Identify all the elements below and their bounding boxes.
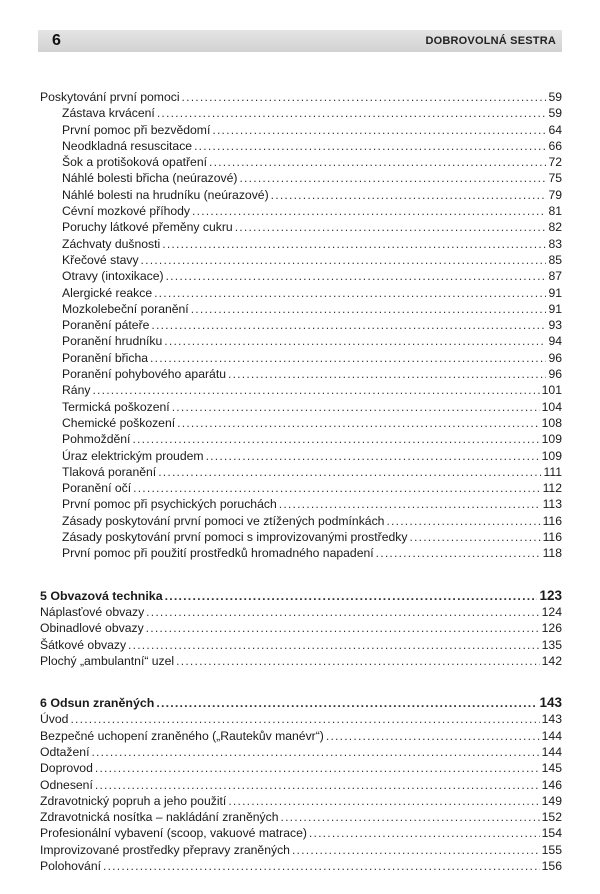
toc-entry[interactable] [40,744,562,760]
dot-leader [92,382,539,398]
toc-entry[interactable] [40,448,562,464]
dot-leader [191,301,547,317]
toc-entry-page: 112 [542,481,562,496]
dot-leader [386,513,540,529]
dot-leader [177,415,540,431]
toc-entry-title: Odtažení [40,744,90,759]
toc-entry[interactable] [40,711,562,727]
dot-leader [309,825,540,841]
toc-entry-page: 72 [548,155,562,170]
toc-entry-page: 108 [541,415,562,430]
toc-entry-title: Zdravotnická nosítka – nakládání zraněných [40,810,279,825]
toc-entry[interactable] [40,219,562,235]
dot-leader [192,203,546,219]
toc-entry[interactable] [40,333,562,349]
toc-entry-title: Tlaková poranění [62,464,157,479]
dot-leader [146,620,540,636]
dot-leader [292,842,540,858]
toc-entry-page: 75 [548,171,562,186]
toc-entry-title: Šátkové obvazy [40,637,127,652]
toc-entry-page: 59 [548,106,562,121]
toc-entry-title: Úraz elektrickým proudem [62,448,204,463]
toc-entry-page: 104 [541,399,562,414]
toc-entry-page: 82 [548,220,562,235]
toc-entry[interactable] [40,464,562,480]
toc-entry-title: První pomoc při použití prostředků hromadného napadení [62,546,374,561]
dot-leader [150,350,546,366]
dot-leader [166,268,547,284]
toc-entry[interactable] [40,350,562,366]
toc-entry[interactable] [40,620,562,636]
toc-entry[interactable] [40,170,562,186]
toc-entry-page: 142 [541,653,562,668]
toc-entry-title: Bezpečné uchopení zraněného („Rautekův manévr“) [40,728,324,743]
toc-entry-title: První pomoc při bezvědomí [62,122,211,137]
dot-leader [280,809,539,825]
dot-leader [132,431,539,447]
toc-entry-page: 85 [548,252,562,267]
toc-entry-page: 59 [548,90,562,104]
dot-leader [95,777,540,793]
toc-entry-page: 81 [548,204,562,219]
dot-leader [212,122,546,138]
toc-entry-page: 143 [539,695,562,711]
toc-entry[interactable] [40,138,562,154]
toc-entry-title: Chemické poškození [62,415,176,430]
toc-entry-title: Rány [62,383,91,398]
toc-entry[interactable] [40,268,562,284]
dot-leader [279,496,541,512]
toc-entry-title: Úvod [40,712,69,727]
toc-entry-page: 64 [548,122,562,137]
toc-entry-page: 116 [542,513,562,528]
dot-leader [165,588,538,604]
dot-leader [409,529,540,545]
toc-entry-title: Poranění očí [62,481,132,496]
dot-leader [172,399,540,415]
toc-entry-title: Poranění pohybového aparátu [62,367,226,382]
running-header [38,30,562,52]
dot-leader [128,637,540,653]
toc-entry-title: Záchvaty dušnosti [62,236,161,251]
toc-entry[interactable] [40,793,562,809]
toc-entry-title: Zástava krvácení [62,106,155,121]
toc-entry-page: 91 [548,301,562,316]
dot-leader [146,604,539,620]
toc-entry[interactable] [40,301,562,317]
toc-entry-title: První pomoc při psychických poruchách [62,497,277,512]
page-number: 6 [52,32,61,49]
toc-entry-page: 83 [548,236,562,251]
toc-entry-title: 5 Obvazová technika [40,588,163,603]
toc-entry[interactable] [40,252,562,268]
dot-leader [158,464,541,480]
toc-entry[interactable] [40,480,562,496]
toc-entry-page: 135 [541,637,562,652]
dot-leader [176,653,540,669]
dot-leader [156,695,537,711]
toc-entry[interactable] [40,122,562,138]
toc-entry[interactable] [40,89,562,105]
dot-leader [182,89,547,105]
toc-entry[interactable] [40,285,562,301]
toc-entry-page: 94 [548,334,562,349]
toc-entry[interactable] [40,825,562,841]
dot-leader [151,317,546,333]
dot-leader [194,138,546,154]
toc-entry[interactable] [40,529,562,545]
toc-entry-page: 149 [541,793,562,808]
toc-entry[interactable] [40,154,562,170]
toc-entry[interactable] [40,858,562,874]
toc-entry[interactable] [40,415,562,431]
toc-entry[interactable] [40,431,562,447]
toc-entry[interactable] [40,760,562,776]
dot-leader [157,105,547,121]
toc-entry-title: Poranění páteře [62,318,150,333]
dot-leader [103,858,540,874]
toc-entry-page: 118 [542,546,562,561]
toc-entry[interactable] [40,604,562,620]
toc-entry-page: 91 [548,285,562,300]
toc-entry[interactable] [40,399,562,415]
running-title: DOBROVOLNÁ SESTRA [425,35,556,47]
toc-entry-title: Cévní mozkové příhody [62,204,191,219]
toc-entry-title: Mozkolebeční poranění [62,301,189,316]
toc-entry-page: 154 [541,826,562,841]
toc-chapter-entry[interactable] [40,695,562,711]
dot-leader [239,170,546,186]
toc-entry-page: 144 [541,744,562,759]
toc-section [40,89,562,562]
toc-entry-page: 113 [542,497,562,512]
toc-entry-title: Otravy (intoxikace) [62,269,164,284]
toc-entry-title: Doprovod [40,761,93,776]
dot-leader [162,236,546,252]
toc-entry-page: 155 [541,842,562,857]
toc-entry-page: 66 [548,138,562,153]
toc-entry-page: 101 [541,383,562,398]
toc-section [40,695,562,874]
toc-entry-title: Poranění hrudníku [62,334,163,349]
toc-entry-title: Náhlé bolesti břicha (neúrazové) [62,171,238,186]
toc-entry[interactable] [40,777,562,793]
toc-entry-title: Pohmoždění [62,432,131,447]
dot-leader [326,728,540,744]
toc-entry-page: 152 [541,810,562,825]
toc-entry-title: Neodkladná resuscitace [62,138,193,153]
toc-entry[interactable] [40,105,562,121]
toc-entry-title: Improvizované prostředky přepravy zraněných [40,842,290,857]
dot-leader [70,711,539,727]
dot-leader [228,366,546,382]
toc-entry[interactable] [40,317,562,333]
toc-entry[interactable] [40,809,562,825]
toc-entry-title: Obinadlové obvazy [40,621,144,636]
dot-leader [95,760,540,776]
toc-entry-title: Poskytování první pomoci [40,90,180,104]
toc-chapter-entry[interactable] [40,588,562,604]
dot-leader [209,154,546,170]
toc-entry-title: Náhlé bolesti na hrudníku (neúrazové) [62,187,269,202]
toc-entry-title: Zdravotnický popruh a jeho použití [40,793,227,808]
table-of-contents [40,89,562,874]
toc-entry-page: 116 [542,530,562,545]
toc-entry-title: Šok a protišoková opatření [62,155,207,170]
dot-leader [154,285,546,301]
toc-section [40,588,562,669]
toc-entry[interactable] [40,545,562,561]
toc-entry-page: 156 [541,859,562,874]
toc-entry-page: 96 [548,367,562,382]
toc-entry[interactable] [40,842,562,858]
toc-entry-title: Polohování [40,859,101,874]
dot-leader [376,545,541,561]
toc-entry-title: Plochý „ambulantní“ uzel [40,653,175,668]
toc-entry-page: 109 [541,432,562,447]
toc-entry-title: Náplasťové obvazy [40,604,145,619]
toc-entry[interactable] [40,382,562,398]
toc-entry-page: 144 [541,728,562,743]
toc-entry-title: Zásady poskytování první pomoci ve ztížených podmínkách [62,513,385,528]
toc-entry-title: Termická poškození [62,399,170,414]
toc-entry-page: 145 [541,761,562,776]
toc-entry-page: 123 [539,587,562,603]
toc-entry-title: Alergické reakce [62,285,153,300]
toc-entry[interactable] [40,653,562,669]
toc-entry[interactable] [40,513,562,529]
toc-entry-title: 6 Odsun zraněných [40,696,155,711]
toc-entry-page: 111 [543,464,562,479]
toc-entry-page: 96 [548,350,562,365]
dot-leader [228,793,539,809]
dot-leader [235,219,547,235]
toc-entry[interactable] [40,236,562,252]
toc-entry-page: 109 [541,448,562,463]
dot-leader [271,187,547,203]
dot-leader [133,480,540,496]
toc-entry-page: 87 [548,269,562,284]
toc-entry-page: 93 [548,318,562,333]
toc-entry-title: Poruchy látkové přeměny cukru [62,220,233,235]
toc-entry[interactable] [40,728,562,744]
toc-entry[interactable] [40,637,562,653]
toc-entry-title: Profesionální vybavení (scoop, vakuové matrace) [40,826,307,841]
toc-entry[interactable] [40,187,562,203]
toc-entry-title: Křečové stavy [62,252,139,267]
toc-entry-title: Poranění břicha [62,350,149,365]
toc-entry-title: Zásady poskytování první pomoci s improvizovanými prostředky [62,530,408,545]
toc-entry-page: 126 [541,621,562,636]
toc-entry[interactable] [40,366,562,382]
dot-leader [91,744,539,760]
dot-leader [141,252,547,268]
toc-entry-page: 79 [548,187,562,202]
dot-leader [206,448,540,464]
toc-entry-title: Odnesení [40,777,93,792]
toc-entry-page: 143 [541,712,562,727]
toc-entry-page: 146 [541,777,562,792]
toc-entry[interactable] [40,203,562,219]
toc-entry[interactable] [40,496,562,512]
toc-entry-page: 124 [541,604,562,619]
dot-leader [164,333,546,349]
